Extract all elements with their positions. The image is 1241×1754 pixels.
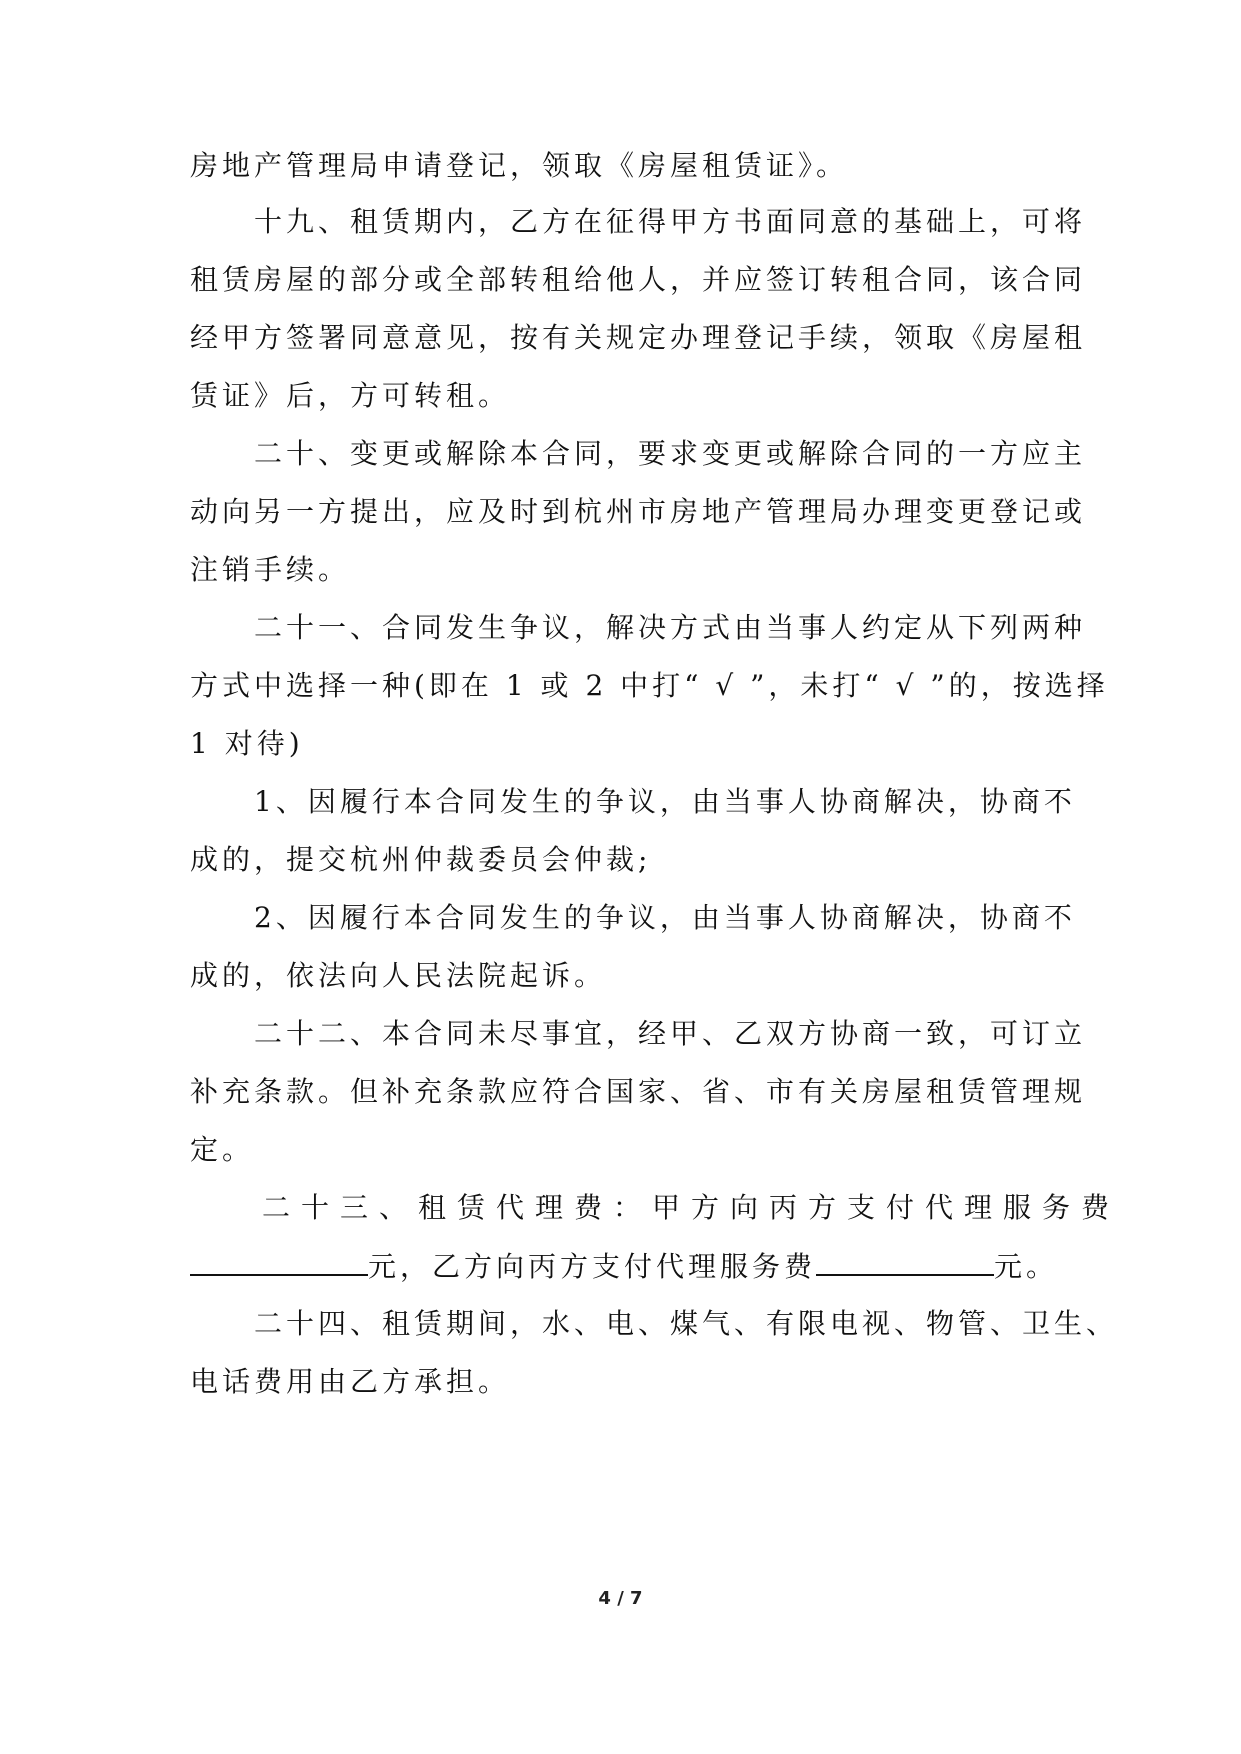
fee-text-end: 元。 bbox=[994, 1250, 1059, 1283]
paragraph-line: 电话费用由乙方承担。 bbox=[190, 1365, 511, 1398]
paragraph-line: 二十四、租赁期间，水、电、煤气、有限电视、物管、卫生、 bbox=[254, 1307, 1119, 1340]
paragraph-line: 租赁房屋的部分或全部转租给他人，并应签订转租合同，该合同 bbox=[190, 263, 1087, 296]
paragraph-line: 方式中选择一种(即在 1 或 2 中打“ √ ”，未打“ √ ”的，按选择 bbox=[190, 669, 1109, 702]
paragraph-line: 1、因履行本合同发生的争议，由当事人协商解决，协商不 bbox=[254, 785, 1076, 818]
paragraph-line: 二十、变更或解除本合同，要求变更或解除合同的一方应主 bbox=[254, 437, 1087, 470]
paragraph-line: 2、因履行本合同发生的争议，由当事人协商解决，协商不 bbox=[254, 901, 1076, 934]
fee-text: 元，乙方向丙方支付代理服务费 bbox=[368, 1250, 817, 1283]
page-number: 4 / 7 bbox=[598, 1588, 643, 1609]
paragraph-line: 二十三、租赁代理费：甲方向丙方支付代理服务费 bbox=[262, 1191, 1121, 1224]
paragraph-line: 补充条款。但补充条款应符合国家、省、市有关房屋租赁管理规 bbox=[190, 1075, 1087, 1108]
paragraph-line: 赁证》后，方可转租。 bbox=[190, 379, 511, 412]
paragraph-line: 经甲方签署同意意见，按有关规定办理登记手续，领取《房屋租 bbox=[190, 321, 1087, 354]
paragraph-line: 定。 bbox=[190, 1133, 255, 1166]
fee-line bbox=[190, 1246, 1058, 1287]
paragraph-line: 十九、租赁期内，乙方在征得甲方书面同意的基础上，可将 bbox=[254, 205, 1087, 238]
paragraph-line: 房地产管理局申请登记，领取《房屋租赁证》。 bbox=[190, 149, 849, 182]
paragraph-line: 成的，依法向人民法院起诉。 bbox=[190, 959, 607, 992]
paragraph-line: 成的，提交杭州仲裁委员会仲裁; bbox=[190, 843, 652, 876]
paragraph-line: 动向另一方提出，应及时到杭州市房地产管理局办理变更登记或 bbox=[190, 495, 1087, 528]
paragraph-line: 二十一、合同发生争议，解决方式由当事人约定从下列两种 bbox=[254, 611, 1087, 644]
paragraph-line: 1 对待) bbox=[190, 727, 304, 760]
paragraph-line: 二十二、本合同未尽事宜，经甲、乙双方协商一致，可订立 bbox=[254, 1017, 1087, 1050]
paragraph-line: 注销手续。 bbox=[190, 553, 351, 586]
fee-blank-party-b bbox=[816, 1246, 994, 1276]
fee-blank-party-a bbox=[190, 1246, 368, 1276]
